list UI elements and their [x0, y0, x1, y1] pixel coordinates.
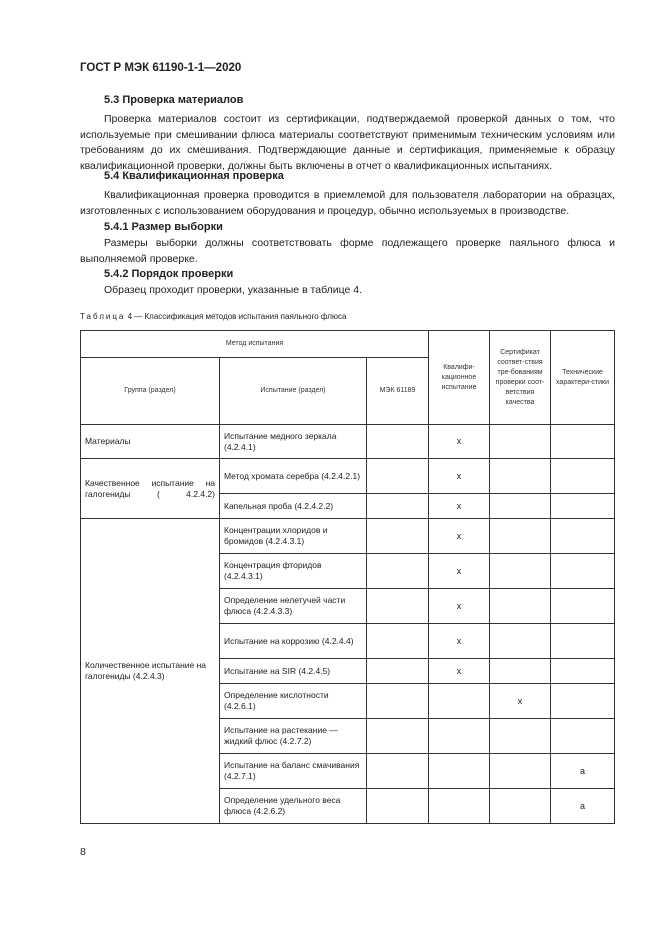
header-qualification: Квалифи-кационное испытание [429, 331, 490, 425]
cert-cell [490, 659, 551, 684]
tech-cell [551, 659, 615, 684]
tech-cell: a [551, 754, 615, 789]
cert-cell [490, 789, 551, 824]
test-cell: Определение кислотности (4.2.6.1) [220, 684, 367, 719]
cert-cell [490, 754, 551, 789]
qual-cell [429, 754, 490, 789]
test-cell: Испытание на SIR (4.2.4.5) [220, 659, 367, 684]
section-5-4-title: 5.4 Квалификационная проверка [104, 170, 284, 182]
tech-cell [551, 684, 615, 719]
iec-cell [367, 624, 429, 659]
cert-cell [490, 494, 551, 519]
cert-cell [490, 519, 551, 554]
qual-cell: x [429, 554, 490, 589]
cert-cell [490, 554, 551, 589]
table-caption-prefix: Таблица [80, 312, 126, 321]
iec-cell [367, 684, 429, 719]
test-cell: Определение нелетучей части флюса (4.2.4.3.3) [220, 589, 367, 624]
header-tech: Технические характери-стики [551, 331, 615, 425]
header-method: Метод испытания [81, 331, 429, 358]
page-number: 8 [80, 846, 86, 858]
test-cell: Капельная проба (4.2.4.2.2) [220, 494, 367, 519]
section-5-4-2-text: Образец проходит проверки, указанные в таблице 4. [104, 284, 363, 296]
cert-cell [490, 459, 551, 494]
test-cell: Испытание на растекание — жидкий флюс (4.2.7.2) [220, 719, 367, 754]
qual-cell [429, 684, 490, 719]
iec-cell [367, 659, 429, 684]
qual-cell: x [429, 624, 490, 659]
qual-cell: x [429, 519, 490, 554]
iec-cell [367, 719, 429, 754]
iec-cell [367, 554, 429, 589]
cert-cell [490, 425, 551, 459]
tech-cell [551, 589, 615, 624]
tech-cell [551, 425, 615, 459]
iec-cell [367, 425, 429, 459]
test-cell: Концентрации хлоридов и бромидов (4.2.4.3.1) [220, 519, 367, 554]
table-caption-number: 4 [127, 312, 133, 321]
test-cell: Концентрация фторидов (4.2.4.3.1) [220, 554, 367, 589]
group-quantitative: Количественное испытание на галогениды (4.2.4.3) [81, 519, 220, 824]
header-iec: МЭК 61189 [367, 358, 429, 425]
cert-cell [490, 624, 551, 659]
iec-cell [367, 459, 429, 494]
header-test: Испытание (раздел) [220, 358, 367, 425]
tech-cell [551, 519, 615, 554]
header-certificate: Сертификат соответ-ствия тре-бованиям проверки соот-ветствия качества [490, 331, 551, 425]
document-header: ГОСТ Р МЭК 61190-1-1—2020 [80, 62, 242, 74]
test-cell: Испытание на коррозию (4.2.4.4) [220, 624, 367, 659]
group-materials: Материалы [81, 425, 220, 459]
flux-test-methods-table [80, 330, 615, 824]
section-5-4-1-title: 5.4.1 Размер выборки [104, 221, 223, 233]
tech-cell [551, 624, 615, 659]
table-caption [80, 312, 346, 321]
iec-cell [367, 589, 429, 624]
test-cell: Определение удельного веса флюса (4.2.6.2) [220, 789, 367, 824]
tech-cell [551, 554, 615, 589]
cert-cell [490, 589, 551, 624]
group-qualitative: Качественное испытание на галогениды ( 4.2.4.2) [81, 459, 220, 519]
qual-cell: x [429, 589, 490, 624]
iec-cell [367, 494, 429, 519]
section-5-3-title: 5.3 Проверка материалов [104, 94, 244, 106]
qual-cell: x [429, 425, 490, 459]
iec-cell [367, 519, 429, 554]
header-group: Группа (раздел) [81, 358, 220, 425]
test-cell: Испытание медного зеркала (4.2.4.1) [220, 425, 367, 459]
qual-cell [429, 719, 490, 754]
section-5-3-text: Проверка материалов состоит из сертификации, подтверждаемой проверкой данных о том, что используемые при смешивании флюса материалы соответствуют применимым техническим условиям или требованиям до их смешивания. Подтверждающие данные и сертификация, применяемые к образцу квалификационной проверки, должны быть включены в отчет о квалификационных испытаниях. [80, 113, 615, 172]
tech-cell [551, 459, 615, 494]
tech-cell [551, 494, 615, 519]
tech-cell [551, 719, 615, 754]
qual-cell: x [429, 659, 490, 684]
section-5-4-1-text: Размеры выборки должны соответствовать форме подлежащего проверке паяльного флюса и выполняемой проверке. [80, 237, 615, 265]
iec-cell [367, 789, 429, 824]
qual-cell: x [429, 494, 490, 519]
qual-cell [429, 789, 490, 824]
qual-cell: x [429, 459, 490, 494]
test-cell: Испытание на баланс смачивания (4.2.7.1) [220, 754, 367, 789]
table-caption-text: — Классификация методов испытания паяльного флюса [132, 312, 347, 321]
section-5-4-2-title: 5.4.2 Порядок проверки [104, 268, 234, 280]
iec-cell [367, 754, 429, 789]
test-cell: Метод хромата серебра (4.2.4.2.1) [220, 459, 367, 494]
cert-cell: x [490, 684, 551, 719]
section-5-4-text: Квалификационная проверка проводится в приемлемой для пользователя лаборатории на образцах, изготовленных с использованием оборудования и процедур, обычно используемых в производстве. [80, 189, 615, 217]
cert-cell [490, 719, 551, 754]
tech-cell: a [551, 789, 615, 824]
